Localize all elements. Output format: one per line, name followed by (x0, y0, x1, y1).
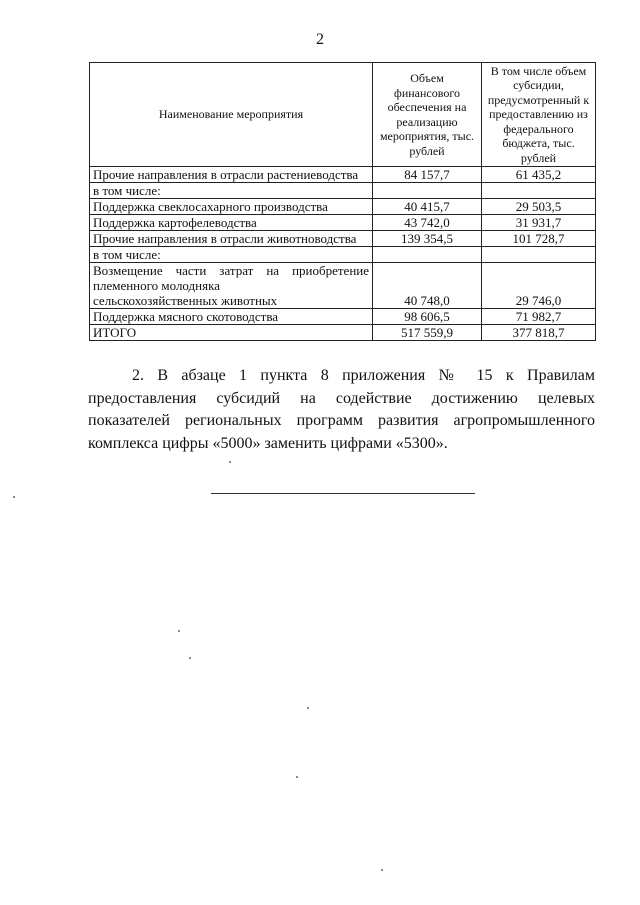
scan-speck (13, 496, 15, 498)
header-federal-subsidy: В том числе объем субсидии, предусмотренный к предоставлению из федерального бюджета, тыс. рублей (482, 63, 596, 167)
row-subsidy: 29 503,5 (482, 199, 596, 215)
row-name-line: Возмещение части затрат на приобретение (93, 263, 369, 278)
financing-table (89, 62, 596, 341)
table-row (90, 199, 596, 215)
amendment-paragraph: 2. В абзаце 1 пункта 8 приложения № 15 к Правилам предоставления субсидий на содействие достижению целевых показателей региональных программ развития агропромышленного комплекса цифры «5000» заменить цифрами «5300». (88, 367, 595, 452)
row-name: Поддержка мясного скотоводства (90, 309, 373, 325)
table-row (90, 263, 596, 309)
scan-speck (296, 776, 298, 778)
table-row (90, 309, 596, 325)
row-subsidy: 61 435,2 (482, 167, 596, 183)
row-subsidy (482, 247, 596, 263)
row-total: 517 559,9 (373, 325, 482, 341)
row-name: Поддержка картофелеводства (90, 215, 373, 231)
table-row-total (90, 325, 596, 341)
row-total: 40 415,7 (373, 199, 482, 215)
row-subsidy (482, 183, 596, 199)
row-subsidy: 101 728,7 (482, 231, 596, 247)
scan-speck (307, 707, 309, 709)
row-name: в том числе: (90, 183, 373, 199)
row-total: 98 606,5 (373, 309, 482, 325)
table-header-row (90, 63, 596, 167)
scan-speck (189, 657, 191, 659)
row-total (373, 247, 482, 263)
row-name-line: племенного молодняка (93, 278, 220, 293)
row-name: ИТОГО (90, 325, 373, 341)
scan-speck (381, 869, 383, 871)
row-total: 40 748,0 (373, 263, 482, 309)
row-subsidy: 71 982,7 (482, 309, 596, 325)
row-total: 43 742,0 (373, 215, 482, 231)
table-row (90, 247, 596, 263)
table-row (90, 183, 596, 199)
row-name: Прочие направления в отрасли растениеводства (90, 167, 373, 183)
row-name-line: сельскохозяйственных животных (93, 293, 278, 308)
separator-line (211, 493, 475, 494)
table-row (90, 231, 596, 247)
row-subsidy: 29 746,0 (482, 263, 596, 309)
row-total (373, 183, 482, 199)
header-activity-name: Наименование мероприятия (90, 63, 373, 167)
row-name-multiline (90, 263, 373, 309)
row-subsidy: 31 931,7 (482, 215, 596, 231)
table-row (90, 215, 596, 231)
scan-speck (229, 461, 231, 463)
page-number: 2 (316, 31, 324, 48)
header-total-financing: Объем финансового обеспечения на реализацию мероприятия, тыс. рублей (373, 63, 482, 167)
row-subsidy: 377 818,7 (482, 325, 596, 341)
table-row (90, 167, 596, 183)
scan-speck (178, 630, 180, 632)
row-name: Прочие направления в отрасли животноводства (90, 231, 373, 247)
row-total: 139 354,5 (373, 231, 482, 247)
row-name: в том числе: (90, 247, 373, 263)
row-total: 84 157,7 (373, 167, 482, 183)
row-name: Поддержка свеклосахарного производства (90, 199, 373, 215)
